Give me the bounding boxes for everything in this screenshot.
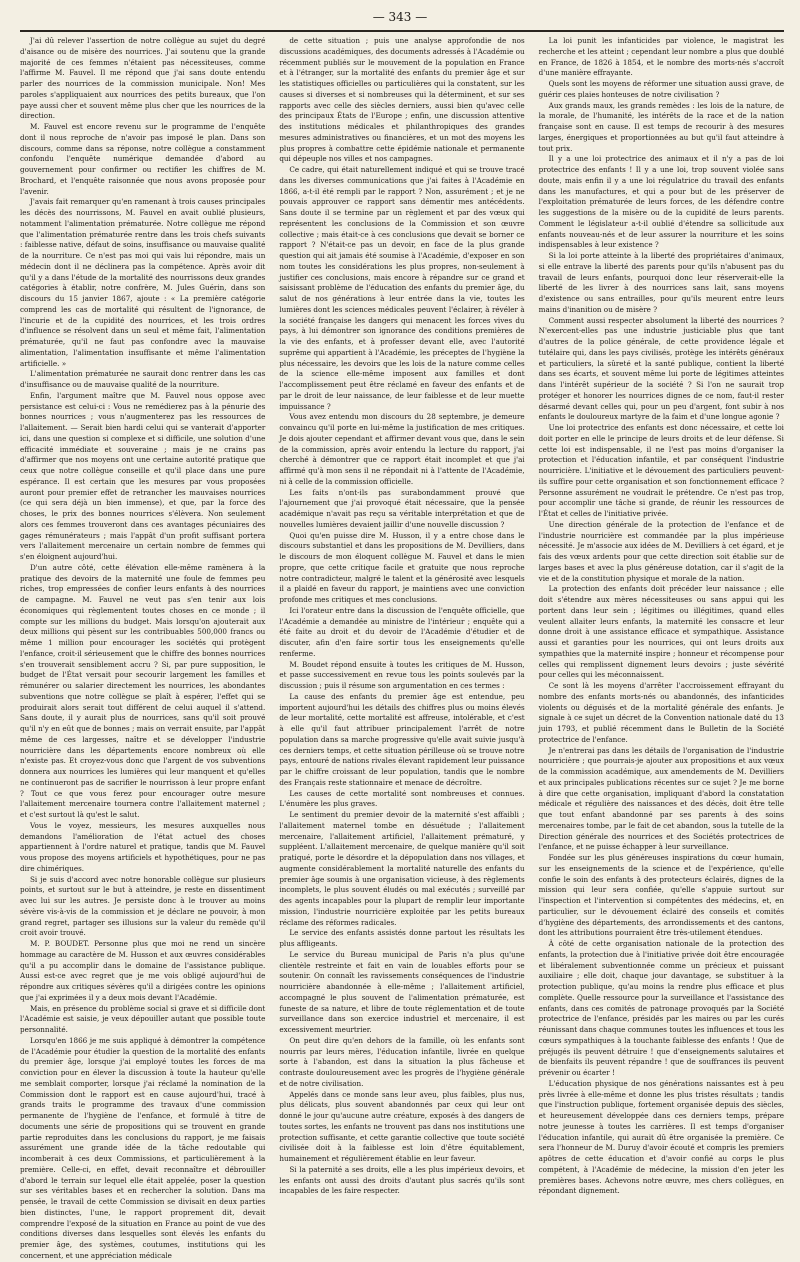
paragraph: Ici l'orateur entre dans la discussion de l'enquête officielle, que l'Académie a demandée au ministre de l'intérieur ; enquête qui a été faite au droit et du devoir de l'Académie d'étudier et de discuter, afin d'en faire sortir tous les enseignements qu'elle renferme. xyxy=(279,605,525,658)
page-number: — 343 — xyxy=(372,10,428,24)
paragraph: Le service du Bureau municipal de Paris n'a plus qu'une clientèle restreinte et fait en vain de louables efforts pour se soutenir. On connaît les ravissements conséquences de l'industrie nourricière abandonnée à elle-même ; l'allaitement artificiel, accompagné le plus souvent de l'alimentation prématurée, est funeste de sa nature, et libre de toute réglementation et de toute surveillance dans son exercice industriel et mercenaire, il est excessivement meurtrier. xyxy=(279,949,525,1034)
paragraph: Si la loi porte atteinte à la liberté des propriétaires d'animaux, si elle entrave la liberté des parents pour qu'ils n'abusent pas du travail de leurs enfants, pourquoi donc leur réserverait-elle la liberté de les livrer à des nourrices sans lait, sans moyens d'existence ou sans entrailles, pour qu'ils meurent entre leurs mains d'inanition ou de misère ? xyxy=(538,251,784,314)
column-middle xyxy=(279,36,524,1201)
paragraph: La cause des enfants du premier âge est entendue, peu importent aujourd'hui les détails des chiffres plus ou moins élevés de leur mortalité, cette mortalité est affreuse, intolérable, et c'est à elle qu'il faut attribuer principalement l'arrêt de notre population dans sa marche progressive qu'elle avait suivie jusqu'à ces derniers temps, et cette situation périlleuse où se trouve notre pays, entouré de nations rivales élevant rapidement leur puissance par le chiffre croissant de leur population, tandis que le nombre des Français reste stationnaire et menace de décroître. xyxy=(279,691,525,787)
paragraph: Le sentiment du premier devoir de la maternité s'est affaibli ; l'allaitement maternel tombe en désuétude ; l'allaitement mercenaire, l'allaitement artificiel, l'allaitement prématuré, y suppléent. L'allaitement mercenaire, de quelque manière qu'il soit pratiqué, porte le désordre et la dépopulation dans nos villages, et augmente considérablement la mortalité naturelle des enfants du premier âge soumis à une organisation vicieuse, à des règlements incomplets, le plus souvent éludés ou mal exécutés ; surveillé par des agents incapables pour la plupart de remplir leur importante mission, l'industrie nourricière exploitée par les petits bureaux réclame des réformes radicales. xyxy=(279,810,525,927)
paragraph: Si la paternité a ses droits, elle a les plus impérieux devoirs, et les enfants ont aussi des droits d'autant plus sacrés qu'ils sont incapables de les faire respecter. xyxy=(279,1164,525,1196)
paragraph: M. Fauvel est encore revenu sur le programme de l'enquête dont il nous reproche de n'avoir pas imposé le plan. Dans son discours, comme dans sa réponse, notre collègue a constamment confondu l'enquête numérique demandée d'abord au gouvernement pour confirmer ou rectifier les chiffres de M. Brochard, et l'enquête raisonnée que nous avons proposée pour l'avenir. xyxy=(20,122,266,196)
paragraph: M. Boudet répond ensuite à toutes les critiques de M. Husson, et passe successivement en revue tous les points soulevés par la discussion ; puis il résume son argumentation en ces termes : xyxy=(279,659,525,690)
paragraph: D'un autre côté, cette élévation elle-même ramènera à la pratique des devoirs de la maternité une foule de femmes peu riches, trop empressées de confier leurs enfants à des nourrices de campagne. M. Fauvel ne veut pas s'en tenir aux lois économiques qui règlementent toutes choses en ce monde ; il compte sur les millions du budget. Mais lorsqu'on ajouterait aux deux millions qui pèsent sur les contribuables 500,000 francs ou même 1 million pour encourager les sociétés qui protègent l'enfance, croit-il sérieusement que le chiffre des bonnes nourrices s'en trouverait sensiblement accru ? Si, par pure supposition, le budget de l'État versait pour secourir largement les familles et rémunérer ou salarier directement les nourrices, les abondantes subventions que notre collègue se plaît à espérer, l'effet qui se produirait alors serait tout différent de celui auquel il s'attend. Sans doute, il y aurait plus de nourrices, sans qu'il soit prouvé qu'il n'y en eût que de bonnes ; mais on verrait ensuite, par l'appât même de ces largesses, naître et se développer l'industrie nourricière dans les départements encore nombreux où elle n'existe pas. Et croyez-vous donc que l'argent de vos subventions donnera aux nourrices les lumières qui leur manquent et qu'elles ne continueront pas de sacrifier le nourrisson à leur propre enfant ? Tout ce que vous ferez pour encourager outre mesure l'allaitement mercenaire tournera contre l'allaitement maternel ; et c'est surtout là qu'est le salut. xyxy=(20,562,266,819)
paragraph: Quels sont les moyens de réformer une situation aussi grave, de guérir ces plaies honteuses de notre civilisation ? xyxy=(538,79,784,99)
paragraph: Ce cadre, qui était naturellement indiqué et qui se trouve tracé dans les diverses communications que j'ai faites à l'Académie en 1866, a-t-il été rempli par le rapport ? Non, assurément ; et je ne pouvais approuver ce rapport sans démentir mes antécédents. Sans doute il se termine par un règlement et par des vœux qui représentent les conclusions de la Commission et son œuvre collective ; mais était-ce à ces conclusions que devait se borner ce rapport ? N'était-ce pas un devoir, en face de la plus grande question qui ait jamais été soumise à l'Académie, d'exposer en son nom toutes les considérations les plus propres, non-seulement à justifier ces conclusions, mais encore à répandre sur ce grand et saisissant problème de l'éducation des enfants du premier âge, du salut de nos générations à leur entrée dans la vie, toutes les lumières dont les sciences médicales peuvent l'éclairer, à révéler à la société française les dangers qui menacent les forces vives du pays, à lui démontrer son ignorance des conditions premières de la vie des enfants, et à professer devant elle, avec l'autorité suprême qui appartient à l'Académie, les préceptes de l'hygiène la plus nécessaire, les devoirs que les lois de la nature comme celles de la science elle-même imposent aux familles et dont l'accomplissement peut être réclamé en faveur des enfants et de par le droit de leur naissance, de leur faiblesse et de leur muette impuissance ? xyxy=(279,165,525,411)
paragraph: Si je suis d'accord avec notre honorable collègue sur plusieurs points, et surtout sur le but à atteindre, je reste en dissentiment avec lui sur les autres. Je persiste donc à le trouver au moins sévère vis-à-vis de la commission et je déclare ne pouvoir, à mon grand regret, partager ses illusions sur la valeur du remède qu'il croit avoir trouvé. xyxy=(20,874,266,938)
paragraph: À côté de cette organisation nationale de la protection des enfants, la protection due à l'initiative privée doit être encouragée et libéralement subventionnée comme un précieux et puissant auxiliaire ; elle doit, chaque jour davantage, se substituer à la protection publique, qu'au moins la rendre plus efficace et plus complète. Quelle ressource pour la surveillance et l'assistance des enfants, dans ces comités de patronage provoqués par la Société protectrice de l'enfance, présidés par les maires ou par les curés réunissant dans chaque communes toutes les influences et tous les cœurs sympathiques à la touchante faiblesse des enfants ! Que de préjugés ils peuvent détruire ! que d'enseignements salutaires et de bienfaits ils peuvent répandre ! que de souffrances ils peuvent prévenir ou écarter ! xyxy=(538,939,784,1077)
paragraph: Une loi protectrice des enfants est donc nécessaire, et cette loi doit porter en elle le principe de leurs droits et de leur défense. Si cette loi est indispensable, il ne l'est pas moins d'organiser la protection et l'éducation infantile, et par conséquent l'industrie nourricière. L'initiative et le dévouement des particuliers peuvent-ils suffire pour cette organisation et son fonctionnement efficace ? Personne assurément ne voudrait le prétendre. Ce n'est pas trop, pour accomplir une tâche si grande, de réunir les ressources de l'État et celles de l'initiative privée. xyxy=(538,423,784,518)
paragraph: Fondée sur les plus généreuses inspirations du cœur humain, sur les enseignements de la science et de l'expérience, qu'elle confie le soin des enfants à des protecteurs éclairés, dignes de la mission qui leur sera confiée, qu'elle s'appuie surtout sur l'inspection et l'intervention si compétentes des médecins, et, en particulier, sur le dévouement éclairé des conseils et comités d'hygiène des départements, des arrondissements et des cantons, dont les attributions pourraient être très-utilement étendues. xyxy=(538,853,784,938)
paragraph: Le service des enfants assistés donne partout les résultats les plus affligeants. xyxy=(279,928,525,948)
paragraph: Je n'entrerai pas dans les détails de l'organisation de l'industrie nourricière ; que pourrais-je ajouter aux propositions et aux vœux de la commission académique, aux amendements de M. Devilliers et aux principales publications récentes sur ce sujet ? Je me borne à dire que cette organisation, impliquant d'abord la constatation médicale et régulière des naissances et des décès, doit être telle que tout enfant abandonné par ses parents à des soins mercenaires tombe, par le fait de cet abandon, sous la tutelle de la Direction générale des nourrices et des Sociétés protectrices de l'enfance, et ne puisse échapper à leur surveillance. xyxy=(538,745,784,852)
paragraph: On peut dire qu'en dehors de la famille, où les enfants sont nourris par leurs mères, l'éducation infantile, livrée en quelque sorte à l'abandon, est dans la situation la plus fâcheuse et contraste douloureusement avec les progrès de l'hygiène générale et de notre civilisation. xyxy=(279,1035,525,1088)
paragraph: Mais, en présence du problème social si grave et si difficile dont l'Académie est saisie, je veux dépouiller autant que possible toute personnalité. xyxy=(20,1003,266,1034)
text-columns xyxy=(20,36,784,1260)
header-rule xyxy=(20,30,784,32)
paragraph: Enfin, l'argument maître que M. Fauvel nous oppose avec persistance est celui-ci : Vous ne remédierez pas à la pénurie des bonnes nourrices ; vous n'augmenterez pas les ressources de l'allaitement. — Serait bien hardi celui qui se vanterait d'apporter ici, dans une question si complexe et si difficile, une solution d'une efficacité immédiate et souveraine ; mais je ne crains pas d'affirmer que nos moyens ont une certaine autorité pratique que ceux que notre collègue conseille et qu'il place dans une pure espérance. Il est certain que les mesures par vous proposées auront pour premier effet de retrancher les mauvaises nourrices (ce qui sera déjà un bien immense), et que, par la force des choses, le prix des bonnes nourrices s'élèvera. Non seulement alors ces femmes trouveront dans ces avantages pécuniaires des gages rémunérateurs ; mais l'appât d'un profit suffisant portera vers l'allaitement mercenaire un certain nombre de femmes qui s'en éloignent aujourd'hui. xyxy=(20,390,266,561)
paragraph: L'éducation physique de nos générations naissantes est à peu près livrée à elle-même et donne les plus tristes résultats ; tandis que l'instruction publique, fortement organisée depuis des siècles, et heureusement développée dans ces derniers temps, prépare notre jeunesse à toutes les carrières. Il est temps d'organiser l'éducation infantile, qui aurait dû être organisée la première. Ce sera l'honneur de M. Duruy d'avoir écouté et compris les premiers apôtres de cette éducation et d'avoir confié au corps le plus compétent, à l'Académie de médecine, la mission d'en jeter les premières bases. Achevons notre œuvre, mes chers collègues, en répondant dignement. xyxy=(538,1078,784,1196)
paragraph: Vous le voyez, messieurs, les mesures auxquelles nous demandons l'amélioration de l'état actuel des choses appartiennent à l'ordre naturel et pratique, tandis que M. Fauvel vous propose des moyens artificiels et hypothétiques, pour ne pas dire chimériques. xyxy=(20,820,266,873)
paragraph: J'ai dû relever l'assertion de notre collègue au sujet du degré d'aisance ou de misère des nourrices. J'ai soutenu que la grande majorité de ces femmes n'étaient pas nécessiteuses, comme l'affirme M. Fauvel. Il me répond que j'ai sans doute entendu parler des nourrices de la commission municipale. Non! Mes paroles s'appliquaient aux nourrices des petits bureaux, que l'on paye aussi cher et souvent même plus cher que les nourrices de la direction. xyxy=(20,36,266,121)
paragraph: Les faits n'ont-ils pas surabondamment prouvé que l'ajournement que j'ai provoqué était nécessaire, que la pensée académique n'avait pas reçu sa véritable interprétation et que de nouvelles lumières devaient jaillir d'une nouvelle discussion ? xyxy=(279,487,525,529)
paragraph: Lorsqu'en 1866 je me suis appliqué à démontrer la compétence de l'Académie pour étudier la question de la mortalité des enfants du premier âge, lorsque j'ai employé toutes les forces de ma conviction pour en élever la discussion à toute la hauteur qu'elle me semblait comporter, lorsque j'ai réclamé la nomination de la Commission dont le rapport est en cause aujourd'hui, tracé à grands traits le programme des travaux d'une commission permanente de l'hygiène de l'enfance, et formulé à titre de documents une série de propositions qui se trouvent en grande partie reproduites dans les conclusions du rapport, je me faisais assurément une grande idée de la tâche redoutable qui incomberait à ces deux Commissions, et particulièrement à la première. Celle-ci, en effet, devait reconnaître et débrouiller d'abord le terrain sur lequel elle était appelée, poser la question sur ses véritables bases et en rechercher la solution. Dans ma pensée, le travail de cette Commission se divisait en deux parties bien distinctes, l'une, le rapport proprement dit, devait comprendre l'exposé de la situation en France au point de vue des conditions diverses dans lesquelles sont élevés les enfants du premier âge, des systèmes, coutumes, institutions qui les concernent, et une appréciation médicale xyxy=(20,1035,266,1260)
column-right xyxy=(539,36,784,1201)
paragraph: Vous avez entendu mon discours du 28 septembre, je demeure convaincu qu'il porte en lui-même la justification de mes critiques. Je dois ajouter cependant et affirmer devant vous que, dans le sein de la commission, après avoir entendu la lecture du rapport, j'ai cherché à démontrer que ce rapport était incomplet et que j'ai affirmé qu'à mon sens il ne répondait ni à l'attente de l'Académie, ni à celle de la commission officielle. xyxy=(279,412,525,486)
paragraph: La protection des enfants doit précéder leur naissance ; elle doit s'étendre aux mères nécessiteuses ou sans appui qui les portent dans leur sein ; légitimes ou illégitimes, quand elles veulent allaiter leurs enfants, la maternité les consacre et leur donne droit à une assistance efficace et sympathique. Assistance aussi et garanties pour les nourrices, qui ont leurs droits aux sympathies que la maternité inspire ; honneur et récompense pour celles qui remplissent dignement leurs devoirs ; juste sévérité pour celles qui les méconnaissent. xyxy=(538,584,784,680)
paragraph: L'alimentation prématurée ne saurait donc rentrer dans les cas d'insuffisance ou de mauvaise qualité de la nourriture. xyxy=(20,369,266,389)
paragraph: Les causes de cette mortalité sont nombreuses et connues. L'énumère les plus graves. xyxy=(279,788,525,809)
paragraph: Ce sont là les moyens d'arrêter l'accroissement effrayant du nombre des enfants morts-nés ou abandonnés, des infanticides violents ou déguisés et de la mortalité générale des enfants. Je signale à ce sujet un décret de la Convention nationale daté du 13 juin 1793, et publié récemment dans le Bulletin de la Société protectrice de l'enfance. xyxy=(538,681,784,744)
paragraph: Il y a une loi protectrice des animaux et il n'y a pas de loi protectrice des enfants ! Il y a une loi, trop souvent violée sans doute, mais enfin il y a une loi régulatrice du travail des enfants dans les manufactures, et qui a pour but de les préserver de l'exploitation prématurée de leurs forces, de les défendre contre les suggestions de la misère ou de la cupidité de leurs parents. Comment le législateur a-t-il oublié d'étendre sa sollicitude aux enfants nouveau-nés et de leur assurer la nourriture et les soins indispensables à leur existence ? xyxy=(538,154,784,250)
paragraph: Une direction générale de la protection de l'enfance et de l'industrie nourricière est commandée par la plus impérieuse nécessité. Je m'associe aux idées de M. Devilliers à cet égard, et je fais des vœux ardents pour que cette direction soit établie sur de larges bases et avec la plus généreuse dotation, car il s'agit de la vie et de la constitution physique et morale de la nation. xyxy=(538,519,784,583)
paragraph: Aux grands maux, les grands remèdes : les lois de la nature, de la morale, de l'humanité, les intérêts de la race et de la nation française sont en cause. Il est temps de recourir à des mesures larges, énergiques et proportionnées au but qu'il faut atteindre à tout prix. xyxy=(538,100,784,153)
column-left xyxy=(20,36,266,1260)
paragraph: Appelés dans ce monde sans leur aveu, plus faibles, plus nus, plus délicats, plus souvent abandonnés par ceux qui leur ont donné le jour qu'aucune autre créature, exposés à des dangers de toutes sortes, les enfants ne trouvent pas dans nos institutions une protection suffisante, et cette garantie collective que toute société civilisée doit à la faiblesse est loin d'être équitablement, humainement et régulièrement établie en leur faveur. xyxy=(279,1089,525,1163)
paragraph: La loi punit les infanticides par violence, le magistrat les recherche et les atteint ; cependant leur nombre a plus que doublé en France, de 1826 à 1854, et le nombre des morts-nés s'accroît d'une manière effrayante. xyxy=(538,36,784,78)
paragraph: M. P. BOUDET. Personne plus que moi ne rend un sincère hommage au caractère de M. Husson et aux œuvres considérables qu'il a pu accomplir dans le domaine de l'assistance publique. Aussi est-ce avec regret que je me vois obligé aujourd'hui de répondre aux critiques sévères qu'il a dirigées contre les opinions que j'ai exprimées il y a deux mois devant l'Académie. xyxy=(20,939,266,1002)
paragraph: de cette situation ; puis une analyse approfondie de nos discussions académiques, des documents adressés à l'Académie ou récemment publiés sur le mouvement de la population en France et à l'étranger, sur la mortalité des enfants du premier âge et sur les statistiques officielles ou particulières qui la constatent, sur les causes si diverses et si nombreuses qui la déterminent, et sur ses rapports avec celle des siècles derniers, aussi bien qu'avec celle des principaux États de l'Europe ; enfin, une discussion attentive des institutions médicales et philanthropiques des grandes mesures administratives ou financières, et un mot des moyens les plus propres à combattre cette épidémie nationale et permanente qui dépeuple nos villes et nos campagnes. xyxy=(279,36,525,164)
paragraph: J'avais fait remarquer qu'en ramenant à trois causes principales les décès des nourrissons, M. Fauvel en avait oublié plusieurs, notamment l'alimentation prématurée. Notre collègue me répond que l'alimentation prématurée rentre dans les trois chefs suivants : faiblesse native, défaut de soins, insuffisance ou mauvaise qualité de la nourriture. Ce n'est pas moi qui vais lui répondre, mais un médecin dont il ne déclinera pas la compétence. Après avoir dit qu'il y a dans l'étude de la mortalité des nourrissons deux grandes catégories à établir, notre confrère, M. Jules Guérin, dans son discours du 15 janvier 1867, ajoute : « La première catégorie comprend les cas de mortalité qui résultent de l'ignorance, de l'incurie et de la cupidité des nourrices, et les trois ordres d'influence se résolvent dans un seul et même fait, l'alimentation prématurée, qu'il ne faut pas confondre avec la mauvaise alimentation, l'alimentation insuffisante et même l'alimentation artificielle. » xyxy=(20,197,266,368)
paragraph: Quoi qu'en puisse dire M. Husson, il y a entre chose dans le discours substantiel et dans les propositions de M. Devilliers, dans le discours de mon éloquent collègue M. Fauvel et dans le mien propre, que cette critique facile et gratuite que nous reproche notre contradicteur, malgré le talent et la générosité avec lesquels il a plaidé en faveur du rapport, je maintiens avec une conviction profonde mes critiques et mes conclusions. xyxy=(279,530,525,604)
paragraph: Comment aussi respecter absolument la liberté des nourrices ? N'exercent-elles pas une industrie justiciable plus que tant d'autres de la police générale, de cette providence légale et tutélaire qui, dans les pays civilisés, protège les intérêts généraux et particuliers, la sûreté et la santé publique, contient la liberté dans ses écarts, et souvent même lui porte de légitimes atteintes dans l'intérêt supérieur de la société ? Si l'on ne saurait trop protéger et honorer les nourrices dignes de ce nom, faut-il rester désarmé devant celles qui, pour un peu d'argent, font subir à nos enfants le douloureux martyre de la faim et d'une longue agonie ? xyxy=(538,315,784,422)
